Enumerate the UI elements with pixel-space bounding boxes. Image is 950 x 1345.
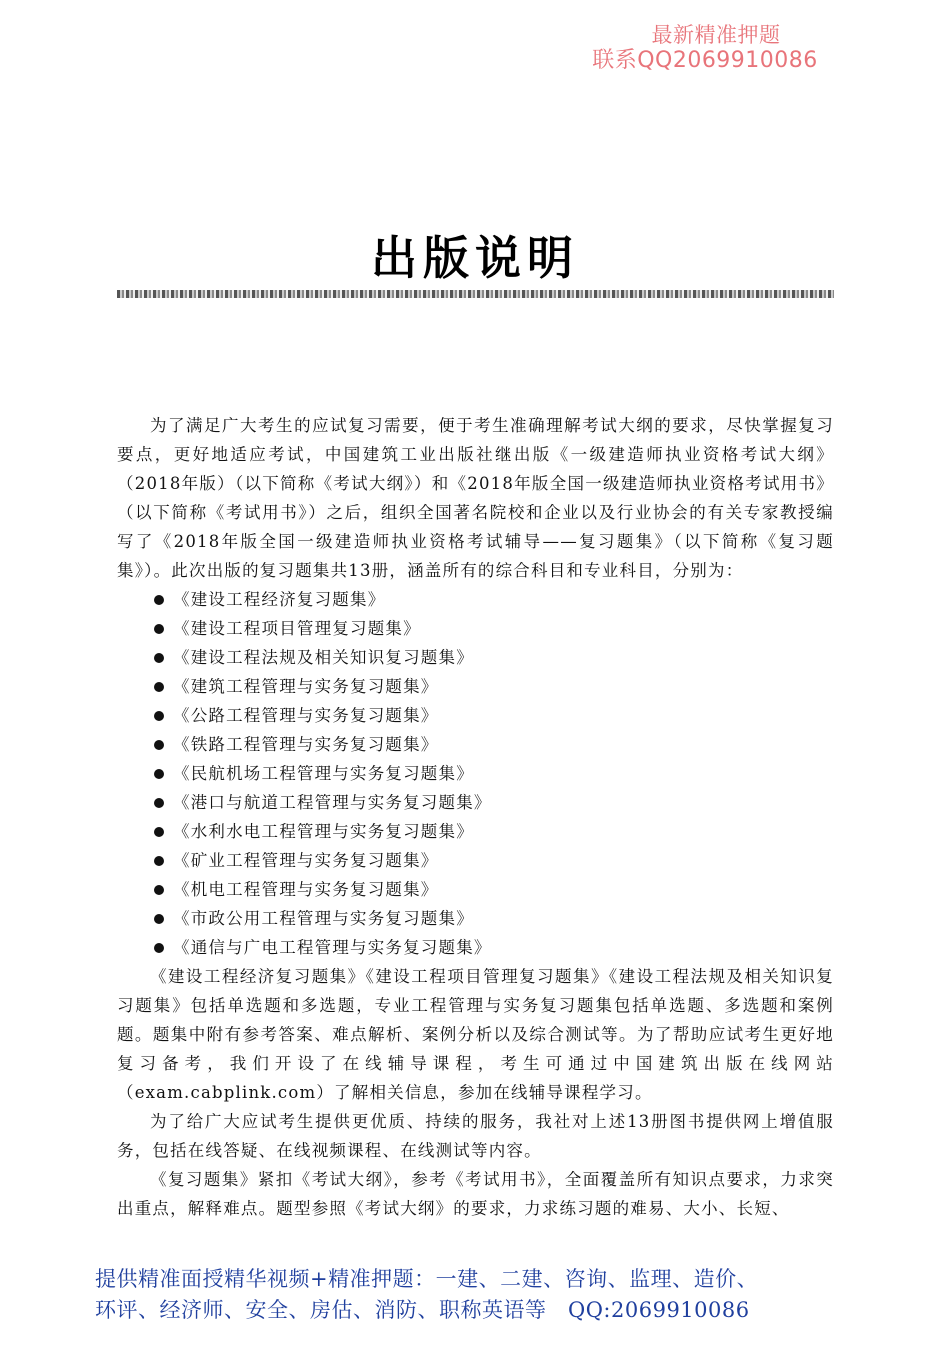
bullet-icon [154,943,164,953]
book-title: 《港口与航道工程管理与实务复习题集》 [173,793,492,812]
book-title: 《建筑工程管理与实务复习题集》 [173,677,439,696]
list-item [117,614,834,643]
list-item [117,933,834,962]
bullet-icon [154,595,164,605]
book-title: 《矿业工程管理与实务复习题集》 [173,851,439,870]
list-item [117,585,834,614]
book-title: 《市政公用工程管理与实务复习题集》 [173,909,474,928]
book-title: 《机电工程管理与实务复习题集》 [173,880,439,899]
book-title: 《建设工程项目管理复习题集》 [173,619,421,638]
list-item [117,875,834,904]
list-item [117,701,834,730]
list-item [117,817,834,846]
book-title: 《通信与广电工程管理与实务复习题集》 [173,938,492,957]
list-item [117,730,834,759]
bullet-icon [154,827,164,837]
footer-ad-line-2: 环评、经济师、安全、房估、消防、职称英语等 QQ:2069910086 [95,1298,750,1322]
bullet-icon [154,740,164,750]
book-title: 《公路工程管理与实务复习题集》 [173,706,439,725]
list-item [117,759,834,788]
book-title: 《水利水电工程管理与实务复习题集》 [173,822,474,841]
watermark-line-2: 联系QQ2069910086 [592,48,818,73]
bullet-icon [154,624,164,634]
list-item [117,846,834,875]
document-body [117,411,834,1223]
bullet-icon [154,856,164,866]
bullet-icon [154,798,164,808]
bullet-icon [154,653,164,663]
bullet-icon [154,682,164,692]
watermark-line-1: 最新精准押题 [651,23,781,47]
paragraph-question-types: 《建设工程经济复习题集》《建设工程项目管理复习题集》《建设工程法规及相关知识复习题集》包括单选题和多选题，专业工程管理与实务复习题集包括单选题、多选题和案例题。题集中附有参考答案、难点解析、案例分析以及综合测试等。为了帮助应试考生更好地复习备考，我们开设了在线辅导课程，考生可通过中国建筑出版在线网站（exam.cabplink.com）了解相关信息，参加在线辅导课程学习。 [117,967,834,1102]
bullet-icon [154,885,164,895]
bullet-icon [154,711,164,721]
bullet-icon [154,914,164,924]
footer-ad-line-1: 提供精准面授精华视频+精准押题：一建、二建、咨询、监理、造价、 [95,1267,759,1291]
list-item [117,643,834,672]
bullet-icon [154,769,164,779]
book-title: 《建设工程经济复习题集》 [173,590,386,609]
book-title: 《建设工程法规及相关知识复习题集》 [173,648,474,667]
paragraph-scope: 《复习题集》紧扣《考试大纲》，参考《考试用书》，全面覆盖所有知识点要求，力求突出重点，解释难点。题型参照《考试大纲》的要求，力求练习题的难易、大小、长短、 [117,1170,834,1218]
page-title: 出版说明 [371,231,579,285]
intro-paragraph: 为了满足广大考生的应试复习需要，便于考生准确理解考试大纲的要求，尽快掌握复习要点，更好地适应考试，中国建筑工业出版社继出版《一级建造师执业资格考试大纲》（2018年版）（以下简称《考试大纲》）和《2018年版全国一级建造师执业资格考试用书》（以下简称《考试用书》）之后，组织全国著名院校和企业以及行业协会的有关专家教授编写了《2018年版全国一级建造师执业资格考试辅导——复习题集》（以下简称《复习题集》）。此次出版的复习题集共13册，涵盖所有的综合科目和专业科目，分别为： [117,416,834,580]
list-item [117,672,834,701]
list-item [117,904,834,933]
title-divider [117,290,834,298]
book-title: 《铁路工程管理与实务复习题集》 [173,735,439,754]
book-list [117,585,834,962]
footer-ad [95,1264,855,1326]
book-title: 《民航机场工程管理与实务复习题集》 [173,764,474,783]
list-item [117,788,834,817]
paragraph-value-added-services: 为了给广大应试考生提供更优质、持续的服务，我社对上述13册图书提供网上增值服务，包括在线答疑、在线视频课程、在线测试等内容。 [117,1112,834,1160]
watermark [586,22,846,74]
